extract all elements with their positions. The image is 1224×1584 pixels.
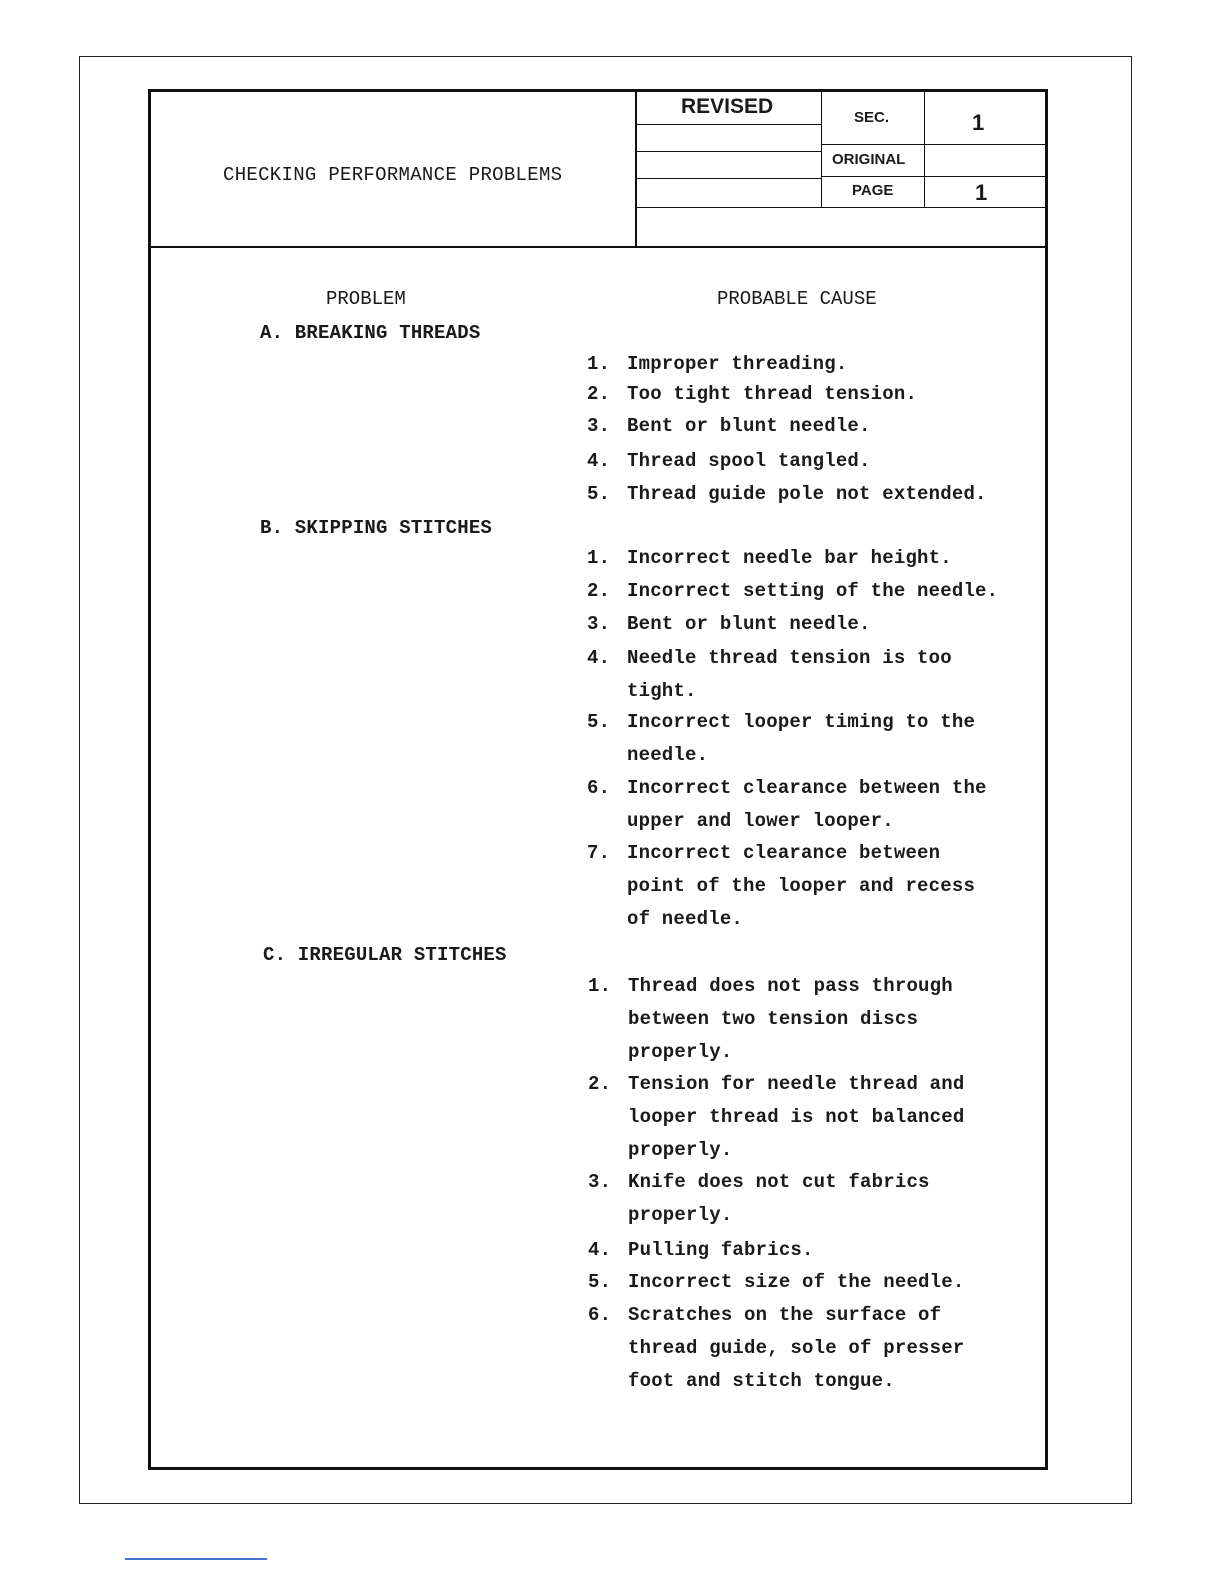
cause-line: Incorrect looper timing to the (627, 711, 976, 733)
cause-text: Bent or blunt needle. (627, 613, 871, 635)
cause-text: Pulling fabrics. (628, 1239, 814, 1261)
original-label: ORIGINAL (832, 151, 906, 168)
cause-item (587, 608, 871, 641)
page-number: 1 (975, 180, 988, 205)
cause-item (587, 378, 917, 411)
cause-text (627, 642, 952, 708)
cause-item (588, 970, 953, 1069)
problem-heading: C. IRREGULAR STITCHES (263, 944, 507, 966)
header-divider (151, 246, 1045, 248)
cause-line: Tension for needle thread and (628, 1073, 965, 1095)
cause-line: properly. (628, 1204, 733, 1226)
cause-number: 1. (587, 353, 611, 375)
cause-text: Improper threading. (627, 353, 848, 375)
page-label: PAGE (852, 182, 894, 199)
cause-item (587, 348, 847, 381)
cause-number: 5. (587, 483, 611, 505)
cause-line: between two tension discs (628, 1008, 919, 1030)
cause-item (588, 1234, 814, 1267)
cause-item (588, 1166, 930, 1232)
cause-number: 6. (587, 777, 611, 799)
cause-item (587, 706, 975, 772)
page-title: CHECKING PERFORMANCE PROBLEMS (223, 164, 563, 186)
sec-label: SEC. (854, 109, 890, 126)
cause-number: 5. (587, 711, 611, 733)
cause-item (587, 575, 998, 608)
revision-block (635, 92, 1048, 209)
cause-number: 3. (588, 1171, 612, 1193)
cause-item (587, 772, 987, 838)
rev-col-divider (924, 92, 925, 208)
rev-rule (635, 178, 821, 179)
cause-number: 1. (588, 975, 612, 997)
cause-line: Incorrect clearance between (627, 842, 941, 864)
cause-item (587, 445, 871, 478)
cause-text: Thread guide pole not extended. (627, 483, 987, 505)
cause-number: 3. (587, 613, 611, 635)
revised-label: REVISED (681, 95, 774, 118)
manual-sheet (148, 89, 1048, 1470)
cause-number: 7. (587, 842, 611, 864)
cause-number: 5. (588, 1271, 612, 1293)
rev-rule (635, 151, 821, 152)
cause-text: Incorrect size of the needle. (628, 1271, 965, 1293)
problem-heading: A. BREAKING THREADS (260, 322, 481, 344)
rev-rule (635, 124, 821, 125)
cause-text (628, 970, 953, 1069)
cause-item (587, 542, 952, 575)
cause-number: 6. (588, 1304, 612, 1326)
rev-rule (821, 144, 1048, 145)
cause-line: upper and lower looper. (627, 810, 894, 832)
cause-line: thread guide, sole of presser (628, 1337, 965, 1359)
cause-line: Thread does not pass through (628, 975, 953, 997)
cause-line: looper thread is not balanced (628, 1106, 965, 1128)
cause-line: properly. (628, 1041, 733, 1063)
cause-item (587, 642, 952, 708)
cause-number: 4. (587, 450, 611, 472)
column-heading-cause: PROBABLE CAUSE (717, 288, 877, 310)
cause-text (628, 1068, 964, 1167)
cause-number: 4. (587, 647, 611, 669)
cause-number: 1. (587, 547, 611, 569)
cause-item (588, 1266, 964, 1299)
cause-line: Scratches on the surface of (628, 1304, 942, 1326)
cause-text: Bent or blunt needle. (627, 415, 871, 437)
cause-line: properly. (628, 1139, 733, 1161)
cause-text (628, 1166, 930, 1232)
cause-text (627, 706, 975, 772)
cause-number: 2. (587, 580, 611, 602)
cause-line: Knife does not cut fabrics (628, 1171, 930, 1193)
cause-item (588, 1299, 964, 1398)
cause-text (627, 837, 975, 936)
rev-rule (635, 207, 1048, 208)
footer-link-rule[interactable] (125, 1558, 267, 1560)
cause-number: 2. (588, 1073, 612, 1095)
cause-line: of needle. (627, 908, 744, 930)
cause-line: foot and stitch tongue. (628, 1370, 895, 1392)
cause-item (587, 837, 975, 936)
cause-line: Incorrect clearance between the (627, 777, 987, 799)
cause-item (588, 1068, 964, 1167)
sec-value: 1 (972, 110, 985, 135)
cause-number: 3. (587, 415, 611, 437)
cause-text: Incorrect needle bar height. (627, 547, 952, 569)
cause-item (587, 478, 987, 511)
cause-number: 2. (587, 383, 611, 405)
cause-number: 4. (588, 1239, 612, 1261)
cause-line: needle. (627, 744, 709, 766)
cause-line: tight. (627, 680, 697, 702)
cause-item (587, 410, 871, 443)
cause-text (627, 772, 987, 838)
problem-heading: B. SKIPPING STITCHES (260, 517, 493, 539)
column-heading-problem: PROBLEM (326, 288, 406, 310)
cause-text: Too tight thread tension. (627, 383, 918, 405)
cause-text: Incorrect setting of the needle. (627, 580, 999, 602)
cause-text (628, 1299, 964, 1398)
rev-col-divider (821, 92, 822, 208)
rev-rule (821, 176, 1048, 177)
cause-line: Needle thread tension is too (627, 647, 952, 669)
cause-text: Thread spool tangled. (627, 450, 871, 472)
cause-line: point of the looper and recess (627, 875, 976, 897)
